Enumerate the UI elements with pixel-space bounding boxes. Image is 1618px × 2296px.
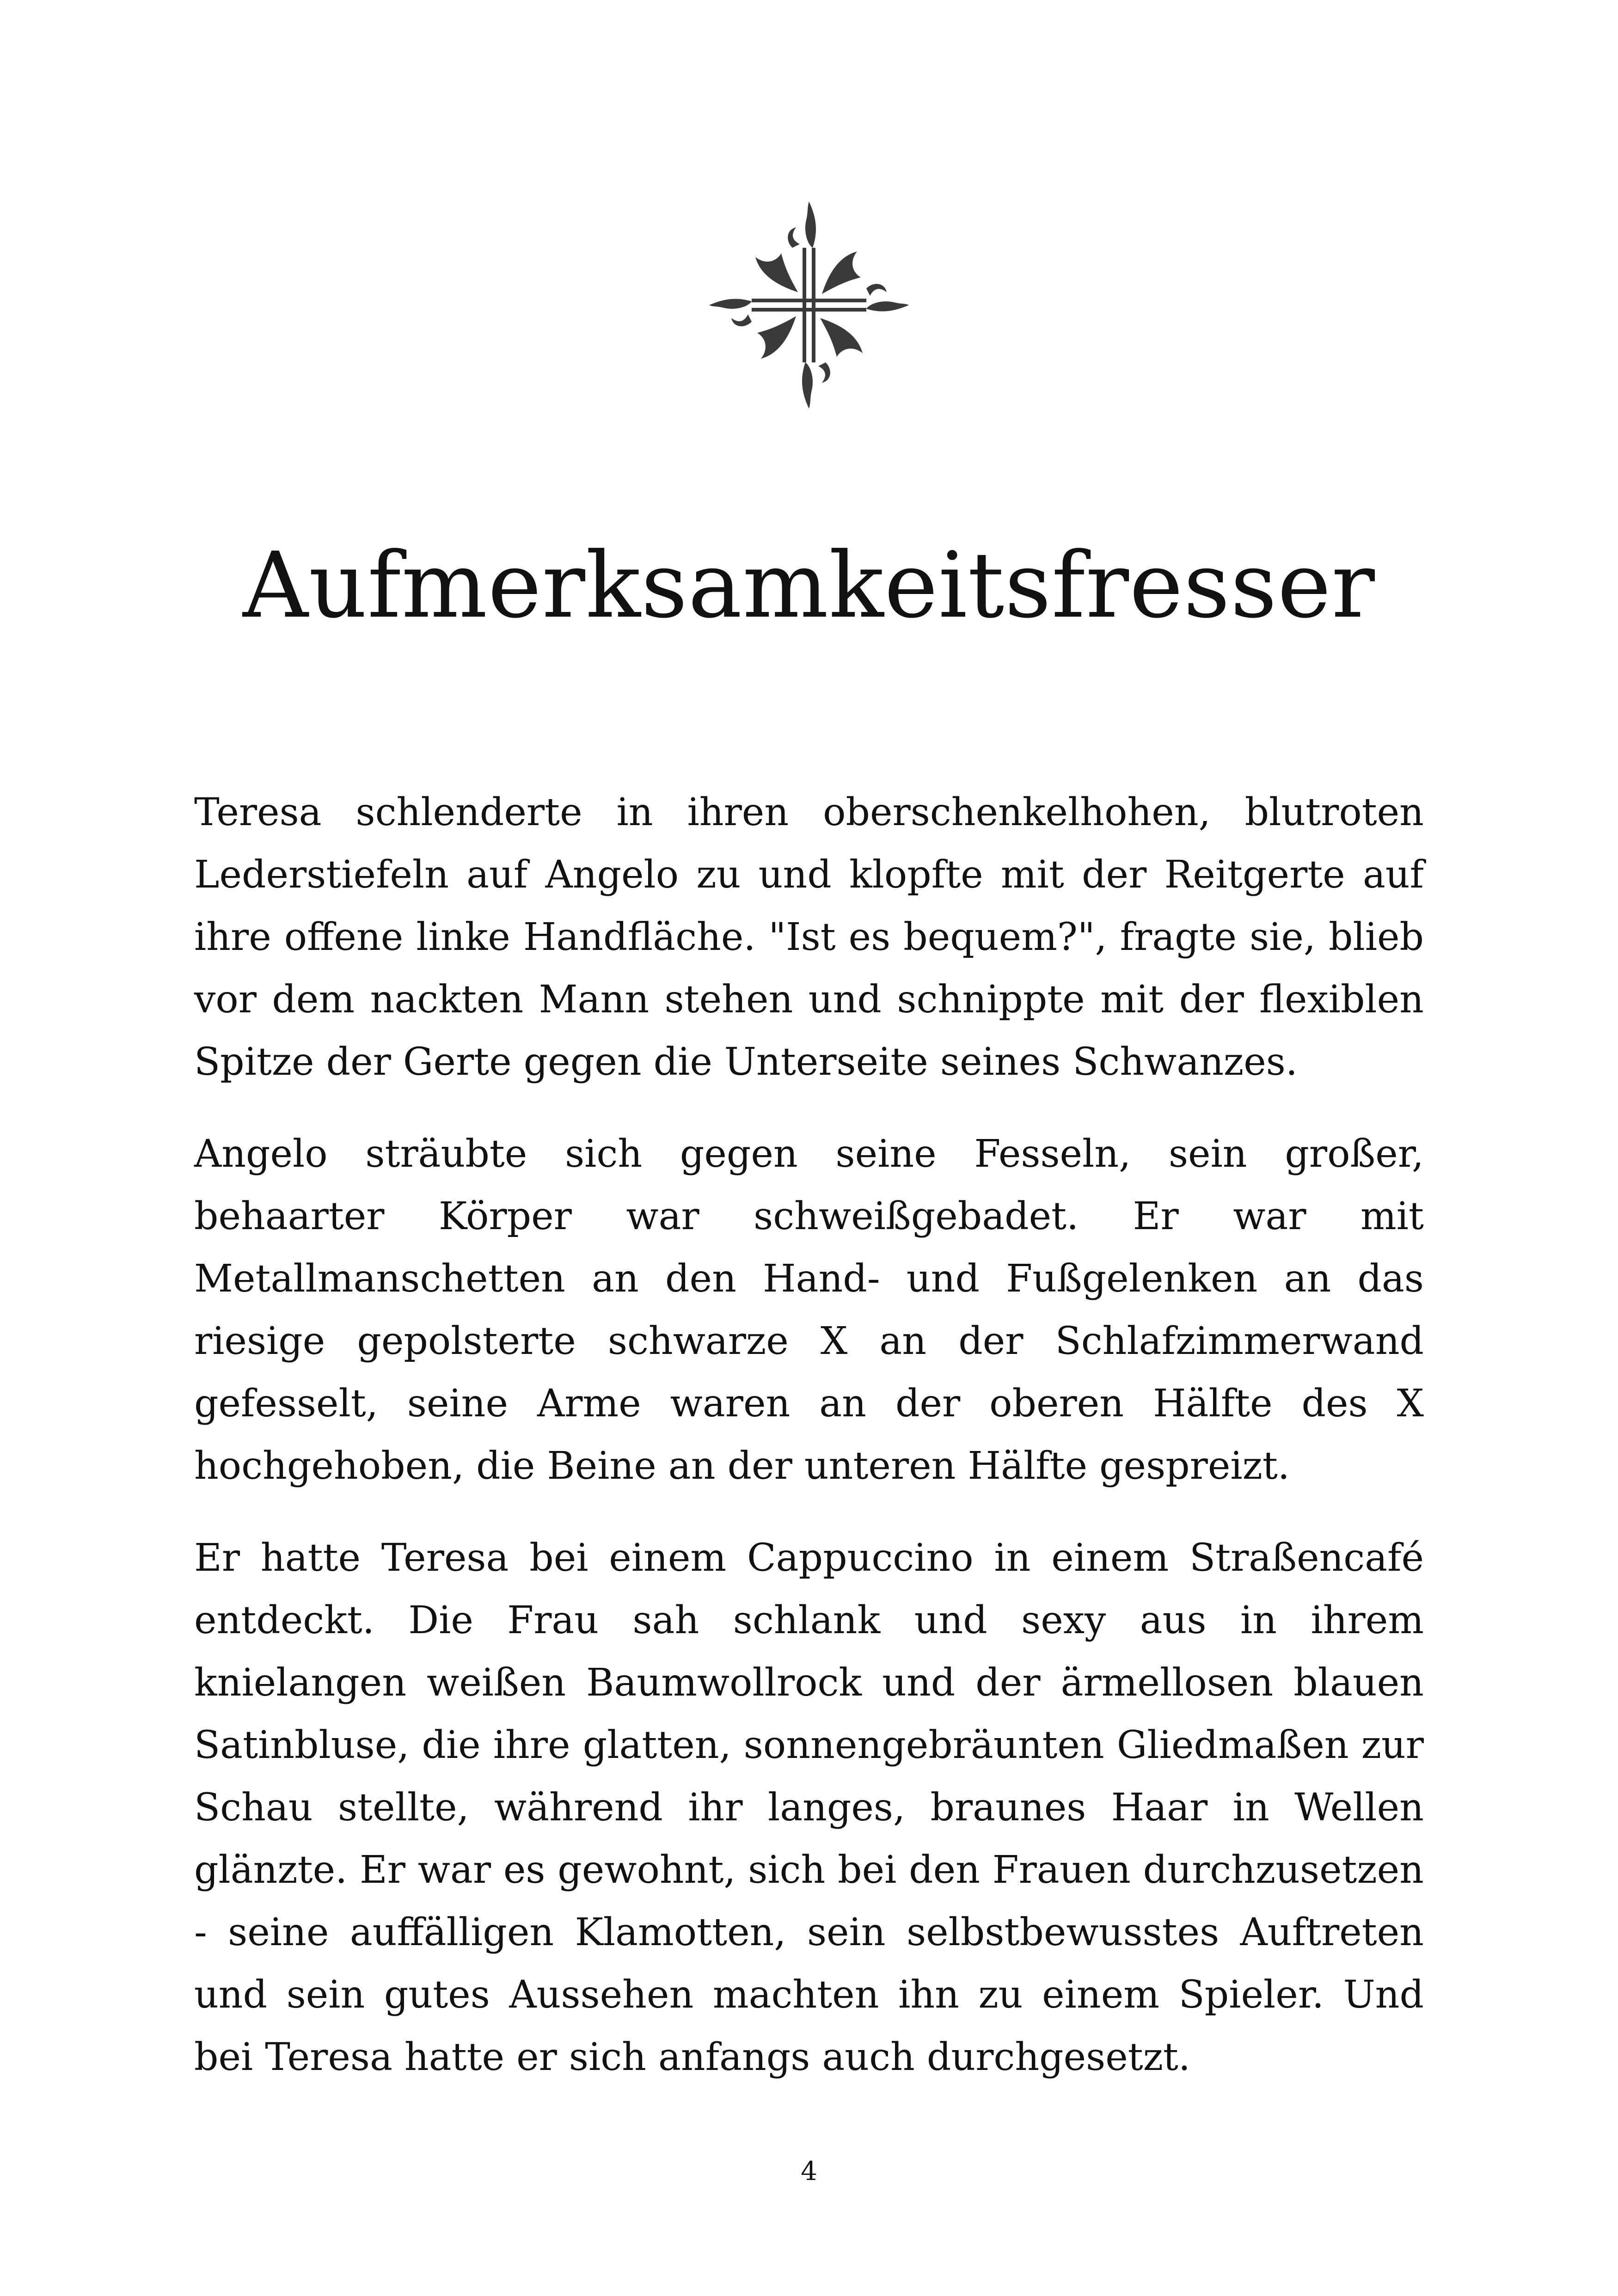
paragraph: Er hatte Teresa bei einem Cappuccino in einem Straßencafé entdeckt. Die Frau sah schlank und sexy aus in ihrem knielangen weißen Baumwollrock und der ärmellosen blauen Satinbluse, die ihre glatten, sonnengebräunten Gliedmaßen zur Schau stellte, während ihr langes, braunes Haar in Wellen glänzte. Er war es gewohnt, sich bei den Frauen durchzusetzen - seine auffälligen Klamotten, sein selbstbewusstes Auftreten und sein gutes Aussehen machten ihn zu einem Spieler. Und bei Teresa hatte er sich anfangs auch durchgesetzt.	[194, 1536, 1424, 2079]
chapter-body	[194, 781, 1424, 2118]
paragraph: Angelo sträubte sich gegen seine Fesseln, sein großer, behaarter Körper war schweißgebadet. Er war mit Metallmanschetten an den Hand- und Fußgelenken an das riesige gepolsterte schwarze X an der Schlafzimmerwand gefesselt, seine Arme waren an der oberen Hälfte des X hochgehoben, die Beine an der unteren Hälfte gespreizt.	[194, 1132, 1424, 1488]
page-number: 4	[801, 2156, 817, 2186]
paragraph: Teresa schlenderte in ihren oberschenkelhohen, blutroten Lederstiefeln auf Angelo zu und klopfte mit der Reitgerte auf ihre offene linke Handfläche. "Ist es bequem?", fragte sie, blieb vor dem nackten Mann stehen und schnippte mit der flexiblen Spitze der Gerte gegen die Unterseite seines Schwanzes.	[194, 790, 1424, 1084]
chapter-title: Aufmerksamkeitsfresser	[243, 533, 1375, 638]
floral-cross-ornament-icon	[707, 199, 911, 411]
